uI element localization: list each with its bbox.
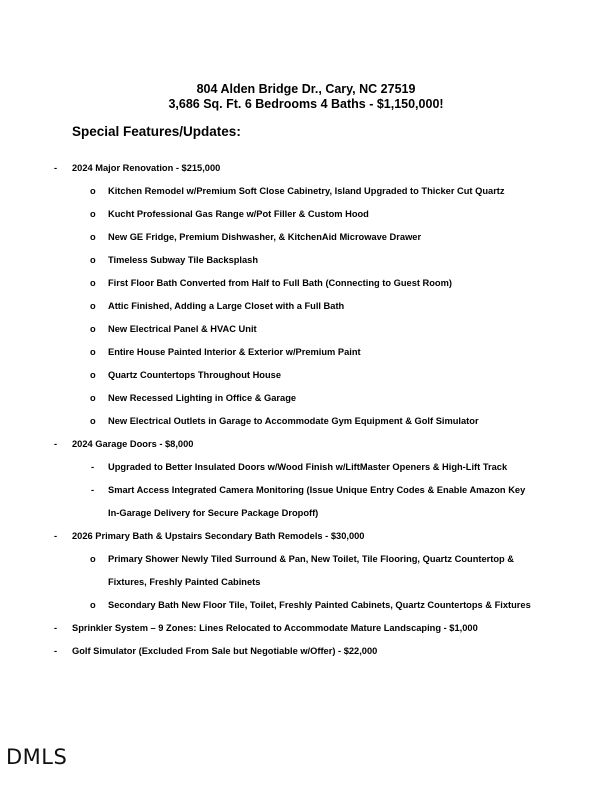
list-item: Secondary Bath New Floor Tile, Toilet, Freshly Painted Cabinets, Quartz Countertops & Fixtures bbox=[108, 600, 531, 610]
list-item: Attic Finished, Adding a Large Closet with a Full Bath bbox=[108, 301, 345, 311]
list-item: Smart Access Integrated Camera Monitoring (Issue Unique Entry Codes & Enable Amazon Key bbox=[108, 485, 526, 495]
circle-bullet: o bbox=[90, 301, 96, 311]
dash-bullet: - bbox=[54, 163, 58, 173]
dmls-logo: DMLS bbox=[6, 745, 68, 769]
circle-bullet: o bbox=[90, 393, 96, 403]
dash-bullet: - bbox=[91, 485, 95, 495]
list-item: Kitchen Remodel w/Premium Soft Close Cabinetry, Island Upgraded to Thicker Cut Quartz bbox=[108, 186, 505, 196]
circle-bullet: o bbox=[90, 554, 96, 564]
features-heading: Special Features/Updates: bbox=[72, 124, 241, 139]
list-item: Quartz Countertops Throughout House bbox=[108, 370, 282, 380]
document-header bbox=[0, 82, 612, 112]
list-item: First Floor Bath Converted from Half to Full Bath (Connecting to Guest Room) bbox=[108, 278, 452, 288]
list-item: Timeless Subway Tile Backsplash bbox=[108, 255, 259, 265]
dash-bullet: - bbox=[54, 531, 58, 541]
dash-bullet: - bbox=[54, 623, 58, 633]
dash-bullet: - bbox=[91, 462, 95, 472]
dash-bullet: - bbox=[54, 439, 58, 449]
list-item-continuation: Fixtures, Freshly Painted Cabinets bbox=[108, 577, 261, 587]
list-item: New GE Fridge, Premium Dishwasher, & KitchenAid Microwave Drawer bbox=[108, 232, 422, 242]
circle-bullet: o bbox=[90, 600, 96, 610]
list-item: Golf Simulator (Excluded From Sale but Negotiable w/Offer) - $22,000 bbox=[72, 646, 378, 656]
list-item: 2026 Primary Bath & Upstairs Secondary Bath Remodels - $30,000 bbox=[72, 531, 365, 541]
circle-bullet: o bbox=[90, 324, 96, 334]
circle-bullet: o bbox=[90, 255, 96, 265]
list-item: New Electrical Panel & HVAC Unit bbox=[108, 324, 257, 334]
list-item: New Electrical Outlets in Garage to Accommodate Gym Equipment & Golf Simulator bbox=[108, 416, 479, 426]
list-item: New Recessed Lighting in Office & Garage bbox=[108, 393, 297, 403]
circle-bullet: o bbox=[90, 416, 96, 426]
circle-bullet: o bbox=[90, 186, 96, 196]
circle-bullet: o bbox=[90, 347, 96, 357]
list-item: Entire House Painted Interior & Exterior w/Premium Paint bbox=[108, 347, 361, 357]
circle-bullet: o bbox=[90, 232, 96, 242]
address-line: 804 Alden Bridge Dr., Cary, NC 27519 bbox=[196, 82, 416, 96]
list-item: Sprinkler System – 9 Zones: Lines Relocated to Accommodate Mature Landscaping - $1,000 bbox=[72, 623, 478, 633]
list-item: 2024 Garage Doors - $8,000 bbox=[72, 439, 194, 449]
property-summary-line: 3,686 Sq. Ft. 6 Bedrooms 4 Baths - $1,150,000! bbox=[168, 97, 444, 111]
dash-bullet: - bbox=[54, 646, 58, 656]
circle-bullet: o bbox=[90, 370, 96, 380]
list-item: Upgraded to Better Insulated Doors w/Wood Finish w/LiftMaster Openers & High-Lift Track bbox=[108, 462, 508, 472]
list-item: Primary Shower Newly Tiled Surround & Pan, New Toilet, Tile Flooring, Quartz Countertop & bbox=[108, 554, 515, 564]
list-item: 2024 Major Renovation - $215,000 bbox=[72, 163, 221, 173]
circle-bullet: o bbox=[90, 278, 96, 288]
list-item-continuation: In-Garage Delivery for Secure Package Dropoff) bbox=[108, 508, 319, 518]
list-item: Kucht Professional Gas Range w/Pot Filler & Custom Hood bbox=[108, 209, 369, 219]
circle-bullet: o bbox=[90, 209, 96, 219]
